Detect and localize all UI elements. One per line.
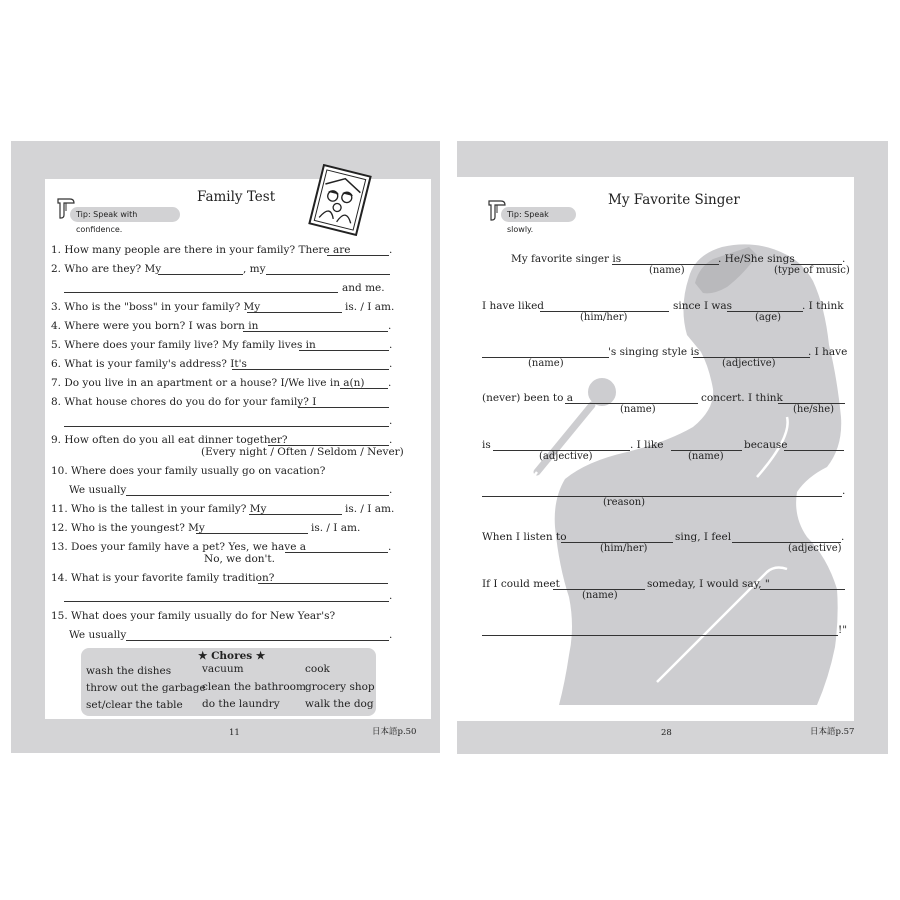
answer-blank[interactable]	[64, 601, 389, 602]
page-number: 28	[661, 728, 672, 738]
answer-blank[interactable]	[760, 589, 845, 590]
question-5: 5. Where does your family live? My family lives in	[51, 339, 316, 351]
answer-blank[interactable]	[298, 407, 389, 408]
answer-blank[interactable]	[232, 369, 389, 370]
hint-name: (name)	[528, 358, 564, 369]
answer-blank[interactable]	[249, 514, 342, 515]
chore-item: set/clear the table	[86, 699, 183, 711]
question-12-end: is. / I am.	[311, 522, 361, 534]
chores-title: ★ Chores ★	[198, 650, 266, 662]
answer-blank[interactable]	[247, 312, 342, 313]
chore-item: cook	[305, 663, 330, 675]
sentence-5c: because	[744, 439, 788, 451]
question-10-answer: We usually	[69, 484, 127, 496]
hint-reason: (reason)	[603, 497, 646, 508]
question-14: 14. What is your favorite family tradition?	[51, 572, 275, 584]
question-10: 10. Where does your family usually go on vacation?	[51, 465, 326, 477]
chore-item: wash the dishes	[86, 665, 172, 677]
sentence-7: When I listen to	[482, 531, 567, 543]
question-7: 7. Do you live in an apartment or a house? I/We live in a(n)	[51, 377, 365, 389]
hint-age: (age)	[755, 312, 782, 323]
favorite-singer-title: My Favorite Singer	[608, 192, 740, 208]
answer-blank[interactable]	[266, 274, 390, 275]
question-6: 6. What is your family's address? It's	[51, 358, 247, 370]
question-15: 15. What does your family usually do for New Year's?	[51, 610, 336, 622]
question-2-end: and me.	[342, 282, 385, 294]
question-2: 2. Who are they? My	[51, 263, 162, 275]
hint-he-she: (he/she)	[793, 404, 835, 415]
hint-adjective: (adjective)	[788, 543, 842, 554]
question-1: 1. How many people are there in your family? There are	[51, 244, 351, 256]
question-3-end: is. / I am.	[345, 301, 395, 313]
answer-blank[interactable]	[126, 640, 389, 641]
chore-item: vacuum	[202, 663, 244, 675]
answer-blank[interactable]	[299, 350, 389, 351]
chore-item: clean the bathroom	[202, 681, 306, 693]
question-13-no: No, we don't.	[204, 553, 275, 565]
chore-item: do the laundry	[202, 698, 280, 710]
answer-blank[interactable]	[482, 635, 838, 636]
tip-badge: Tip: Speak with confidence.	[70, 207, 180, 222]
page-number: 11	[229, 728, 240, 738]
answer-blank[interactable]	[482, 496, 842, 497]
chore-item: walk the dog	[305, 698, 374, 710]
question-15-answer: We usually	[69, 629, 127, 641]
hint-adjective: (adjective)	[539, 451, 593, 462]
answer-blank[interactable]	[64, 426, 389, 427]
question-11: 11. Who is the tallest in your family? My	[51, 503, 267, 515]
sentence-4b: concert. I think	[701, 392, 783, 404]
question-2-my: , my	[243, 263, 266, 275]
question-3: 3. Who is the "boss" in your family? My	[51, 301, 261, 313]
tip-badge: Tip: Speak slowly.	[501, 207, 576, 222]
sentence-1: My favorite singer is	[511, 253, 622, 265]
question-9-hint: (Every night / Often / Seldom / Never)	[201, 446, 404, 458]
family-portrait-icon	[308, 164, 372, 236]
sentence-6-end: .	[842, 485, 846, 497]
answer-blank[interactable]	[258, 583, 388, 584]
answer-blank[interactable]	[126, 495, 389, 496]
sentence-3b: . I have	[808, 346, 848, 358]
chore-item: throw out the garbage	[86, 682, 206, 694]
answer-blank[interactable]	[64, 292, 338, 293]
japanese-page-ref: 日本語p.57	[810, 727, 855, 737]
answer-blank[interactable]	[285, 552, 388, 553]
question-12: 12. Who is the youngest? My	[51, 522, 205, 534]
hint-name: (name)	[649, 265, 685, 276]
sentence-3: 's singing style is	[608, 346, 700, 358]
answer-blank[interactable]	[784, 450, 844, 451]
family-test-title: Family Test	[197, 189, 276, 205]
question-4: 4. Where were you born? I was born in	[51, 320, 259, 332]
hint-type-of-music: (type of music)	[774, 265, 850, 276]
sentence-7b: sing, I feel	[675, 531, 732, 543]
sentence-5: is	[482, 439, 491, 451]
hint-name: (name)	[688, 451, 724, 462]
hint-him-her: (him/her)	[600, 543, 648, 554]
sentence-8: If I could meet	[482, 578, 560, 590]
sentence-2b: since I was	[673, 300, 733, 312]
answer-blank[interactable]	[158, 274, 243, 275]
answer-blank[interactable]	[196, 533, 308, 534]
hint-adjective: (adjective)	[722, 358, 776, 369]
question-11-end: is. / I am.	[345, 503, 395, 515]
question-9: 9. How often do you all eat dinner together?	[51, 434, 288, 446]
answer-blank[interactable]	[340, 388, 388, 389]
sentence-1b: . He/She sings	[718, 253, 795, 265]
sentence-4: (never) been to a	[482, 392, 574, 404]
question-13: 13. Does your family have a pet? Yes, we have a	[51, 541, 307, 553]
sentence-5b: . I like	[630, 439, 664, 451]
japanese-page-ref: 日本語p.50	[372, 727, 417, 737]
chore-item: grocery shop	[305, 681, 375, 693]
question-8: 8. What house chores do you do for your family? I	[51, 396, 317, 408]
answer-blank[interactable]	[243, 331, 388, 332]
answer-blank[interactable]	[327, 255, 389, 256]
hint-name: (name)	[582, 590, 618, 601]
sentence-8b: someday, I would say, "	[647, 578, 770, 590]
hint-name: (name)	[620, 404, 656, 415]
hint-him-her: (him/her)	[580, 312, 628, 323]
sentence-2: I have liked	[482, 300, 545, 312]
sentence-2c: . I think	[802, 300, 844, 312]
sentence-9-end: !"	[838, 624, 848, 636]
